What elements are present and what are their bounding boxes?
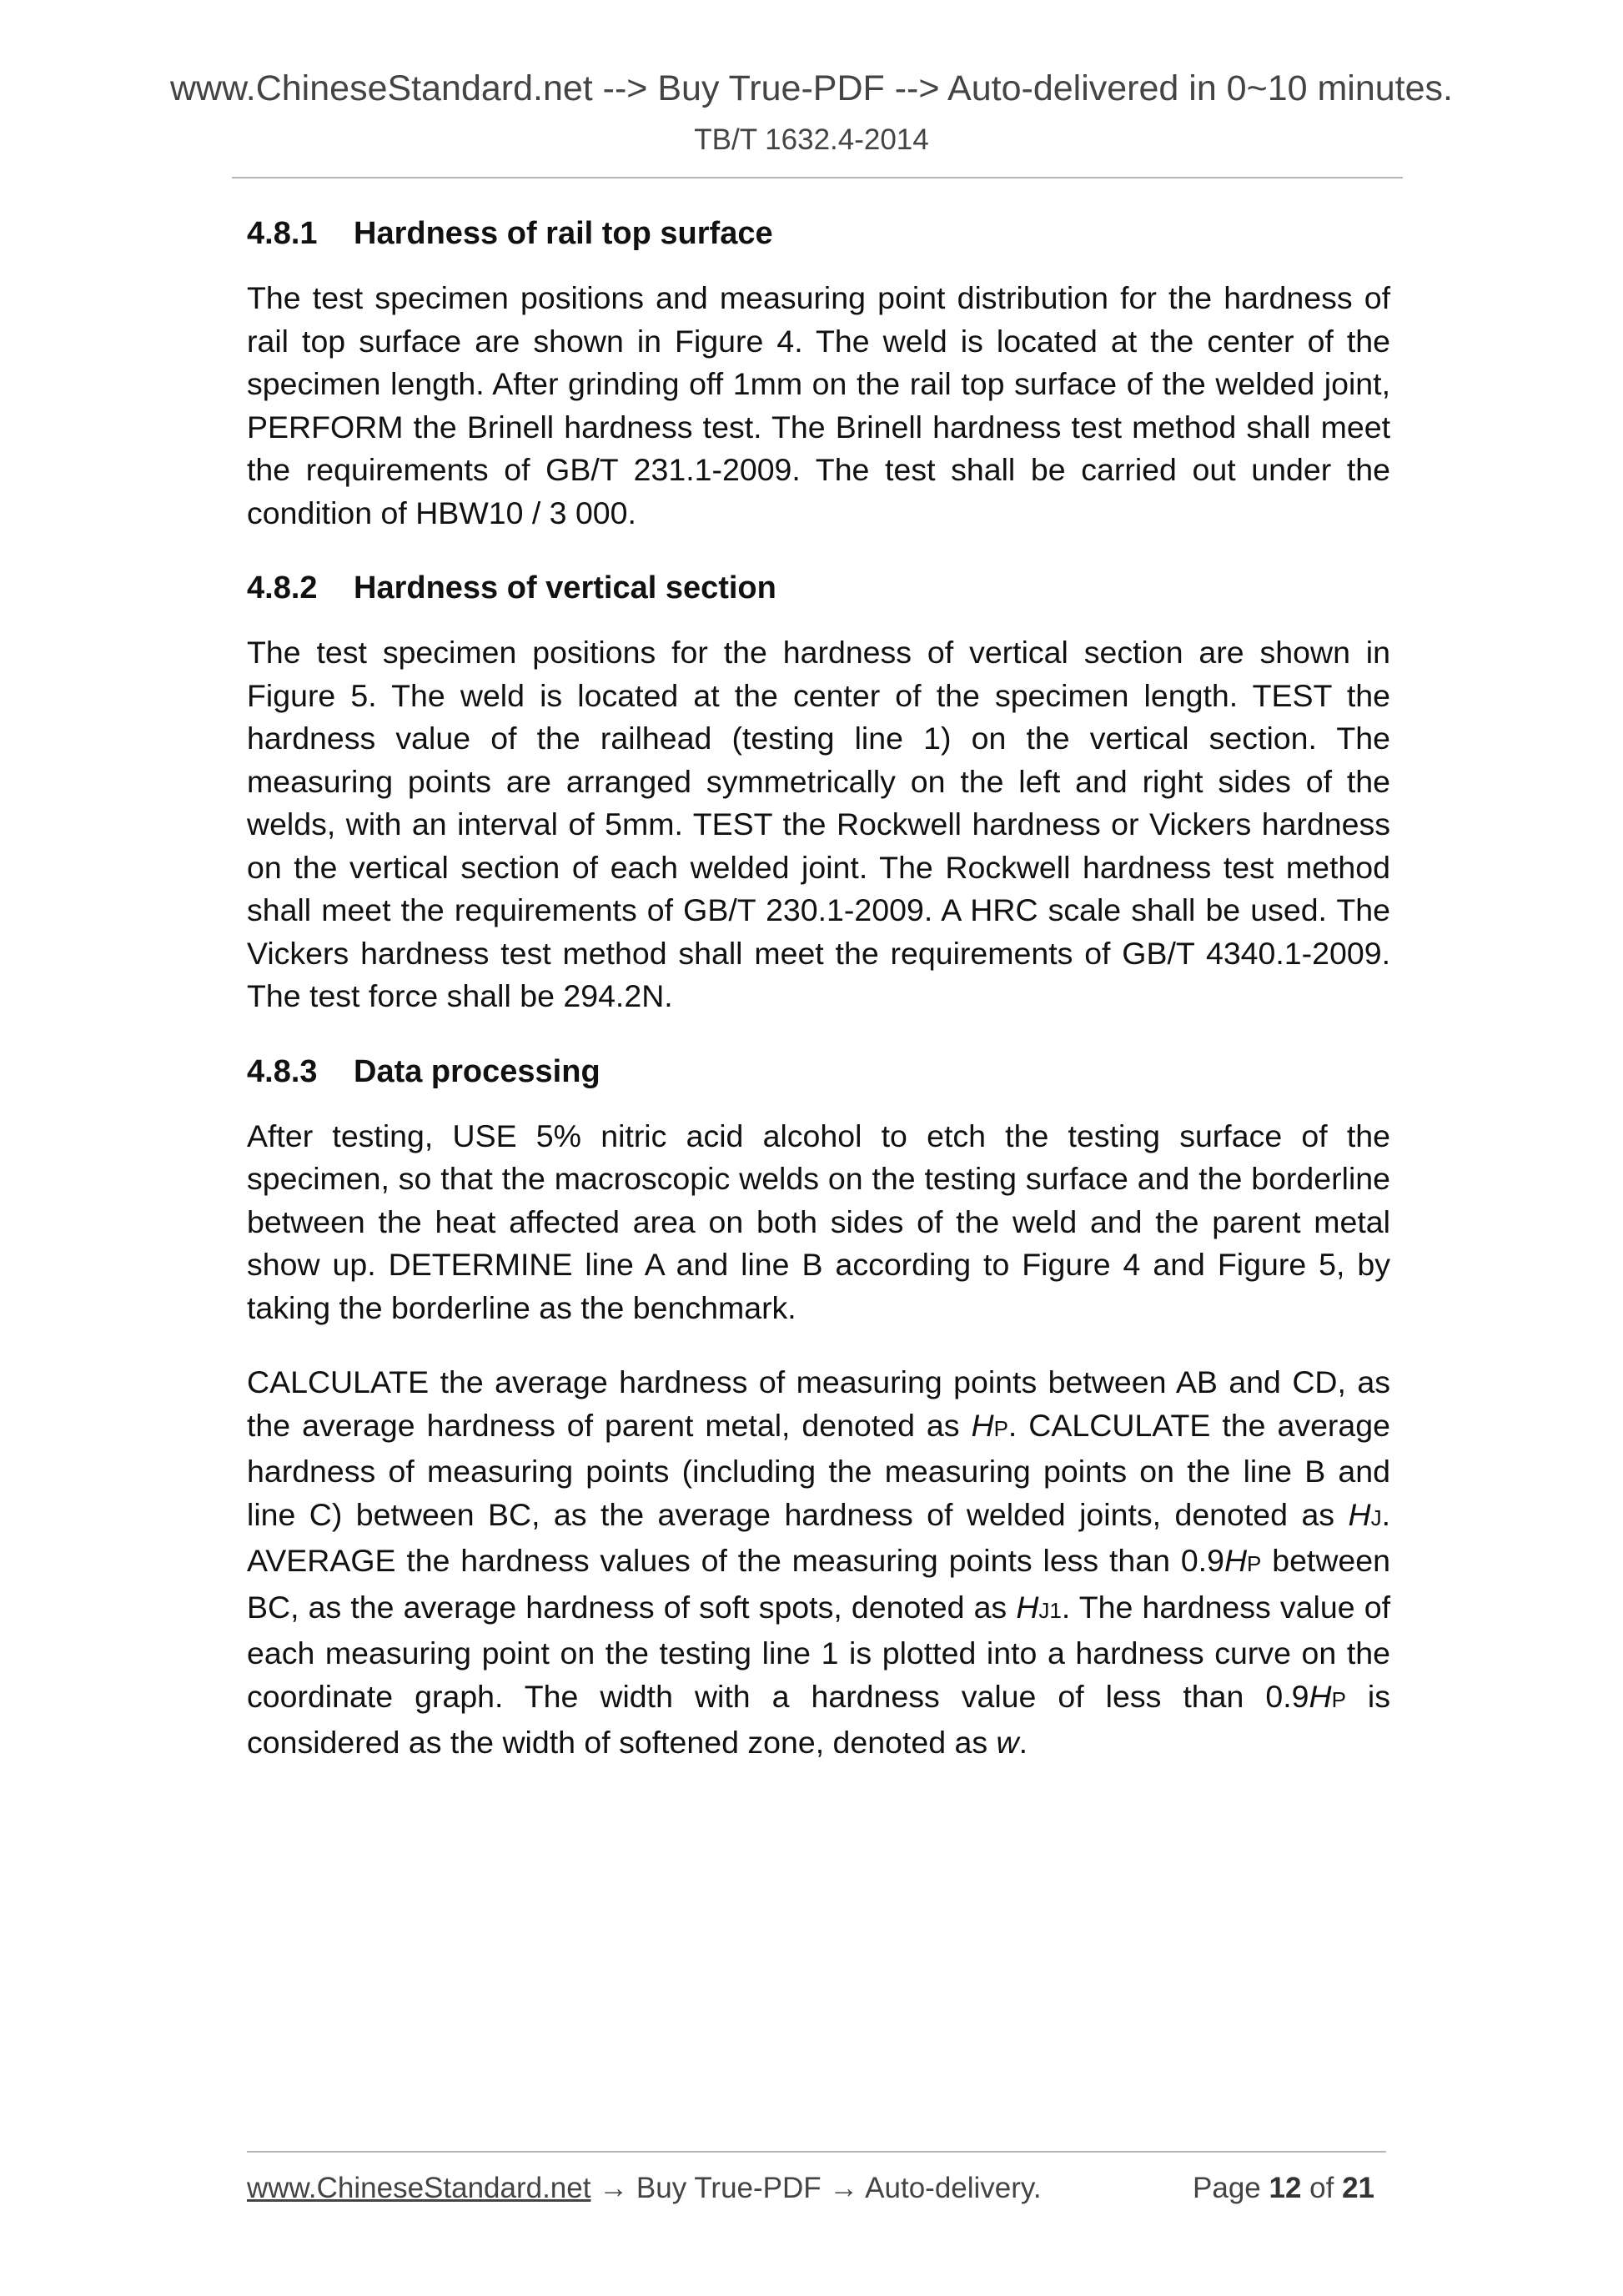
section-number: 4.8.2 [247,570,318,605]
document-body [247,200,1390,1796]
text-run: . AVERAGE the hardness values of the measuring points less than 0.9 [247,1496,1390,1578]
header-banner: www.ChineseStandard.net --> Buy True-PDF --> Auto-delivered in 0~10 minutes. [169,68,1453,108]
page-word: Page [1193,2172,1269,2204]
symbol-letter: H [971,1407,994,1443]
of-word: of [1301,2172,1343,2204]
footer-delivery-text: Auto-delivery. [858,2172,1042,2204]
symbol-letter: H [1348,1496,1371,1532]
text-run: . The hardness value of each measuring point on the testing line 1 is plotted into a hardness curve on the coordinate graph. The width with a hardness value of less than 0.9 [247,1589,1390,1714]
total-pages: 21 [1342,2172,1374,2204]
standard-id: TB/T 1632.4-2014 [694,123,929,156]
section-title: Hardness of vertical section [354,570,776,605]
text-run: between BC, as the average hardness of soft spots, denoted as [247,1543,1390,1625]
symbol-hj1 [1016,1590,1038,1625]
symbol-w: w [996,1725,1019,1760]
page-indicator [1193,2168,1374,2208]
paragraph-etching: After testing, USE 5% nitric acid alcohol to etch the testing surface of the specimen, so that the macroscopic welds on the testing surface and the borderline between the heat affected area on both sides of the weld and the parent metal show up. DETERMINE line A and line B according to Figure 4 and Figure 5, by taking the borderline as the benchmark. [247,1118,1390,1325]
page-header [0,65,1623,160]
text-run: is considered as the width of softened zone, denoted as [247,1678,1391,1760]
symbol-hp [1309,1679,1331,1714]
arrow-right-icon: → [829,2172,859,2204]
paragraph-calculation [247,1361,1390,1765]
text-run: CALCULATE the average hardness of measuring points between AB and CD, as the average hardness of parent metal, denoted as [247,1364,1390,1443]
symbol-letter: H [1016,1589,1039,1625]
subscript-p: P [993,1415,1008,1441]
symbol-hp [971,1408,993,1443]
paragraph-rail-top-hardness: The test specimen positions and measuring point distribution for the hardness of rail top surface are shown in Figure 4. The weld is located at the center of the specimen length. After grinding off 1mm on the rail top surface of the welded joint, PERFORM the Brinell hardness test. The Brinell hardness test method shall meet the requirements of GB/T 231.1-2009. The test shall be carried out under the condition of HBW10 / 3 000. [247,280,1390,530]
header-divider [232,177,1403,178]
section-title: Hardness of rail top surface [354,216,773,251]
current-page: 12 [1269,2172,1302,2204]
symbol-letter: H [1309,1678,1332,1714]
footer-buy-text: Buy True-PDF [628,2172,830,2204]
symbol-letter: H [1224,1543,1248,1578]
section-number: 4.8.3 [247,1053,318,1089]
symbol-hp [1224,1543,1247,1578]
footer-site-link[interactable]: www.ChineseStandard.net [247,2172,591,2204]
section-number: 4.8.1 [247,216,318,251]
paragraph-vertical-section-hardness: The test specimen positions for the hardness of vertical section are shown in Figure 5. The weld is located at the center of the specimen length. TEST the hardness value of the railhead (testing line 1) on the vertical section. The measuring points are arranged symmetrically on the left and right sides of the welds, with an interval of 5mm. TEST the Rockwell hardness or Vickers hardness on the vertical section of each welded joint. The Rockwell hardness test method shall meet the requirements of GB/T 230.1-2009. A HRC scale shall be used. The Vickers hardness test method shall meet the requirements of GB/T 4340.1-2009. The test force shall be 294.2N. [247,635,1390,1013]
subscript-p: P [1331,1686,1346,1712]
section-heading-4-8-1 [247,212,1390,255]
symbol-hj [1348,1497,1370,1532]
subscript-p: P [1247,1551,1262,1576]
text-run: . CALCULATE the average hardness of measuring points (including the measuring points on the line B and line C) between BC, as the average hardness of welded joints, denoted as [247,1407,1390,1532]
footer-promo [247,2168,1042,2208]
text-run: . [1018,1725,1028,1760]
subscript-j1: J1 [1038,1597,1062,1623]
arrow-right-icon: → [599,2172,629,2204]
section-heading-4-8-2 [247,566,1390,610]
subscript-j: J [1370,1505,1382,1530]
footer-divider [247,2151,1386,2153]
section-title: Data processing [354,1053,600,1089]
section-heading-4-8-3 [247,1050,1390,1093]
